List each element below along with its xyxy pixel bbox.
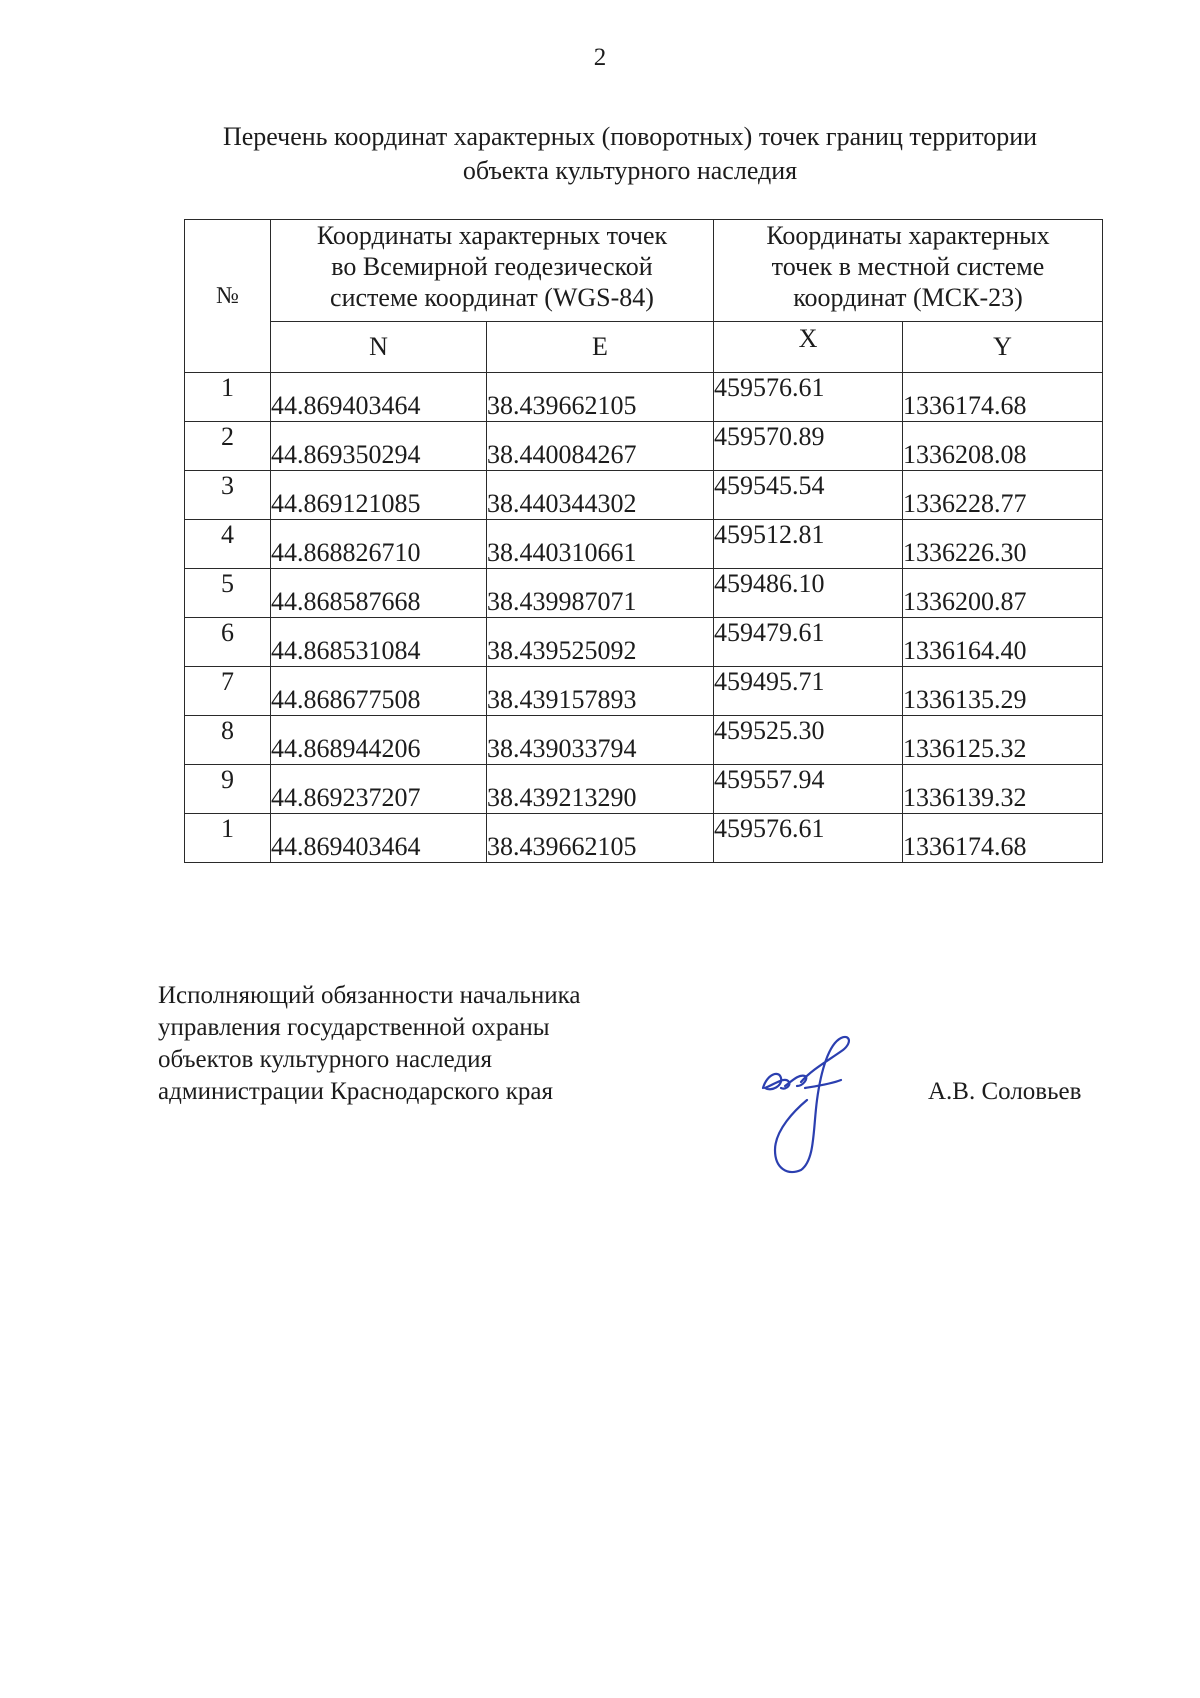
cell-x: 459525.30 [714,716,903,765]
cell-y: 1336226.30 [903,520,1103,569]
cell-x: 459576.61 [714,373,903,422]
cell-y: 1336228.77 [903,471,1103,520]
signatory-line-1: Исполняющий обязанности начальника [158,982,581,1009]
cell-n: 44.868677508 [271,667,487,716]
cell-x: 459512.81 [714,520,903,569]
cell-x: 459557.94 [714,765,903,814]
cell-n: 44.869121085 [271,471,487,520]
header-msk23-group [714,220,1103,322]
cell-y: 1336139.32 [903,765,1103,814]
cell-x: 459570.89 [714,422,903,471]
document-title-line-1: Перечень координат характерных (поворотных) точек границ территории [222,122,1038,151]
cell-e: 38.439662105 [487,814,714,863]
cell-n: 44.869350294 [271,422,487,471]
cell-number: 7 [185,667,271,716]
table-row [185,422,1103,471]
header-wgs84-line-1: Координаты характерных точек [316,221,668,250]
cell-e: 38.440310661 [487,520,714,569]
cell-e: 38.439157893 [487,667,714,716]
cell-n: 44.869403464 [271,373,487,422]
cell-y: 1336164.40 [903,618,1103,667]
table-subheader-row [185,322,1103,373]
table-row [185,814,1103,863]
header-x: X [714,322,903,373]
cell-y: 1336174.68 [903,373,1103,422]
signatory-line-3: объектов культурного наследия [158,1046,492,1073]
header-number: № [185,220,271,373]
header-n: N [271,322,487,373]
document-title-line-2: объекта культурного наследия [462,156,798,185]
table-row [185,569,1103,618]
cell-n: 44.868587668 [271,569,487,618]
header-msk23-line-2: точек в местной системе [771,252,1045,281]
table-row [185,667,1103,716]
cell-e: 38.439213290 [487,765,714,814]
cell-y: 1336135.29 [903,667,1103,716]
header-e: E [487,322,714,373]
table-row [185,373,1103,422]
cell-number: 3 [185,471,271,520]
cell-x: 459495.71 [714,667,903,716]
header-wgs84-line-2: во Всемирной геодезической [331,252,653,281]
cell-y: 1336208.08 [903,422,1103,471]
cell-x: 459479.61 [714,618,903,667]
signer-name: А.В. Соловьев [928,1078,1082,1105]
cell-e: 38.439987071 [487,569,714,618]
cell-n: 44.869237207 [271,765,487,814]
cell-number: 1 [185,373,271,422]
table-row [185,716,1103,765]
cell-e: 38.440344302 [487,471,714,520]
cell-number: 5 [185,569,271,618]
cell-n: 44.868944206 [271,716,487,765]
cell-n: 44.868531084 [271,618,487,667]
cell-e: 38.439525092 [487,618,714,667]
header-wgs84-line-3: системе координат (WGS-84) [330,283,654,312]
cell-x: 459545.54 [714,471,903,520]
coordinates-table [184,219,1103,863]
cell-y: 1336200.87 [903,569,1103,618]
table-row [185,765,1103,814]
table-row [185,618,1103,667]
cell-n: 44.868826710 [271,520,487,569]
cell-e: 38.439662105 [487,373,714,422]
header-wgs84-group [271,220,714,322]
table-row [185,520,1103,569]
cell-y: 1336125.32 [903,716,1103,765]
cell-number: 1 [185,814,271,863]
signatory-position [158,980,718,1108]
signatory-line-4: администрации Краснодарского края [158,1078,554,1105]
table-header-row [185,220,1103,322]
cell-number: 9 [185,765,271,814]
signatory-line-2: управления государственной охраны [158,1014,550,1041]
cell-e: 38.440084267 [487,422,714,471]
cell-x: 459576.61 [714,814,903,863]
document-title [150,120,1110,188]
cell-n: 44.869403464 [271,814,487,863]
cell-number: 8 [185,716,271,765]
table-row [185,471,1103,520]
cell-e: 38.439033794 [487,716,714,765]
handwritten-signature [745,1030,875,1175]
cell-number: 2 [185,422,271,471]
cell-x: 459486.10 [714,569,903,618]
header-y: Y [903,322,1103,373]
header-msk23-line-1: Координаты характерных [766,221,1050,250]
header-msk23-line-3: координат (МСК-23) [793,283,1023,312]
cell-number: 4 [185,520,271,569]
cell-y: 1336174.68 [903,814,1103,863]
cell-number: 6 [185,618,271,667]
page-number: 2 [593,44,607,71]
